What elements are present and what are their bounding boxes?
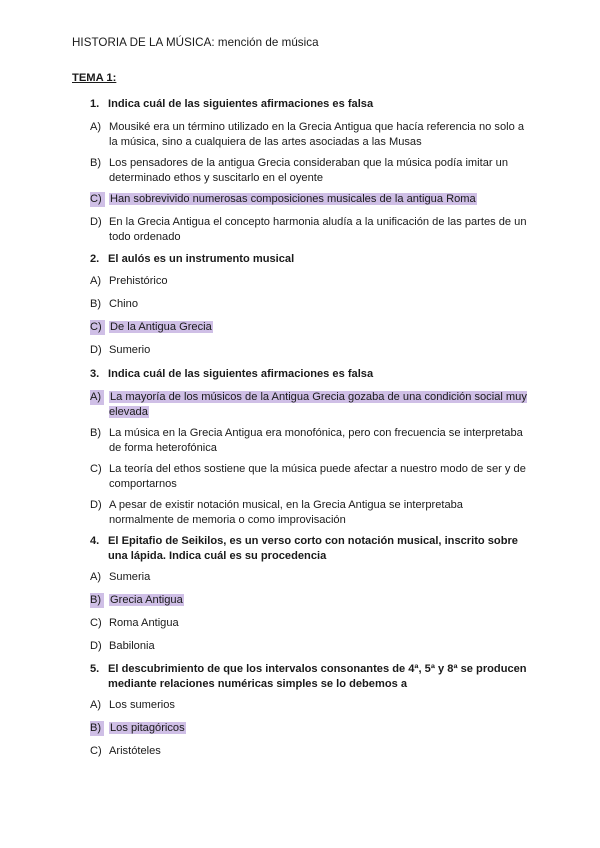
option-4c bbox=[90, 616, 530, 631]
option-text: Sumeria bbox=[109, 571, 151, 583]
question-number: 5. bbox=[90, 663, 100, 675]
question-4 bbox=[90, 534, 530, 564]
option-2d bbox=[90, 343, 530, 358]
option-4a bbox=[90, 570, 530, 585]
option-5c bbox=[90, 744, 530, 759]
option-text: Grecia Antigua bbox=[110, 594, 183, 606]
option-letter: B) bbox=[90, 721, 104, 736]
section-heading: TEMA 1: bbox=[72, 72, 117, 84]
option-letter: D) bbox=[90, 216, 102, 228]
question-text: El Epitafio de Seikilos, es un verso corto con notación musical, inscrito sobre una lápida. Indica cuál es su procedencia bbox=[108, 535, 518, 562]
question-3 bbox=[90, 367, 530, 382]
option-text: La música en la Grecia Antigua era monofónica, pero con frecuencia se interpretaba de forma heterofónica bbox=[109, 427, 523, 454]
option-text: Roma Antigua bbox=[109, 617, 179, 629]
option-text: Chino bbox=[109, 298, 138, 310]
option-text: Babilonia bbox=[109, 640, 155, 652]
option-2b bbox=[90, 297, 530, 312]
option-4d bbox=[90, 639, 530, 654]
option-text: Prehistórico bbox=[109, 275, 168, 287]
option-4b-highlighted bbox=[90, 593, 530, 608]
option-1c-highlighted bbox=[90, 192, 530, 207]
option-letter: C) bbox=[90, 745, 102, 757]
option-letter: A) bbox=[90, 699, 102, 711]
option-2c-highlighted bbox=[90, 320, 530, 335]
question-2 bbox=[90, 252, 530, 267]
option-text: Los pensadores de la antigua Grecia consideraban que la música podía imitar un determinado ethos y suscitarlo en el oyente bbox=[109, 157, 509, 184]
option-1b bbox=[90, 156, 530, 185]
option-letter: C) bbox=[90, 617, 102, 629]
option-letter: B) bbox=[90, 157, 102, 169]
option-text: Los sumerios bbox=[109, 699, 175, 711]
question-text: El aulós es un instrumento musical bbox=[108, 253, 295, 265]
option-letter: C) bbox=[90, 192, 105, 207]
option-3b bbox=[90, 426, 530, 455]
option-letter: B) bbox=[90, 593, 104, 608]
option-letter: D) bbox=[90, 499, 102, 511]
option-letter: C) bbox=[90, 463, 102, 475]
option-text: La teoría del ethos sostiene que la música puede afectar a nuestro modo de ser y de comportarnos bbox=[109, 463, 526, 490]
question-number: 3. bbox=[90, 368, 100, 380]
option-text: Mousiké era un término utilizado en la Grecia Antigua que hacía referencia no solo a la música, sino a cualquiera de las artes asociadas a las Musas bbox=[109, 121, 525, 148]
question-number: 1. bbox=[90, 98, 100, 110]
option-5b-highlighted bbox=[90, 721, 530, 736]
option-letter: A) bbox=[90, 571, 102, 583]
question-text: El descubrimiento de que los intervalos consonantes de 4ª, 5ª y 8ª se producen mediante relaciones numéricas simples se lo debemos a bbox=[108, 663, 527, 690]
question-number: 4. bbox=[90, 535, 100, 547]
option-letter: C) bbox=[90, 320, 105, 335]
option-1d bbox=[90, 215, 530, 244]
document-title: HISTORIA DE LA MÚSICA: mención de música bbox=[72, 36, 319, 49]
option-text: Los pitagóricos bbox=[110, 722, 185, 734]
option-letter: D) bbox=[90, 344, 102, 356]
option-text: Aristóteles bbox=[109, 745, 161, 757]
option-1a bbox=[90, 120, 530, 149]
question-5 bbox=[90, 662, 530, 692]
question-text: Indica cuál de las siguientes afirmaciones es falsa bbox=[108, 98, 374, 110]
option-3a-highlighted bbox=[90, 390, 530, 419]
option-letter: A) bbox=[90, 121, 102, 133]
option-letter: A) bbox=[90, 275, 102, 287]
option-text: Han sobrevivido numerosas composiciones musicales de la antigua Roma bbox=[110, 193, 476, 205]
option-2a bbox=[90, 274, 530, 289]
option-3d bbox=[90, 498, 530, 527]
question-1 bbox=[90, 97, 530, 112]
option-text: La mayoría de los músicos de la Antigua Grecia gozaba de una condición social muy elevada bbox=[109, 391, 527, 418]
option-text: Sumerio bbox=[109, 344, 151, 356]
option-5a bbox=[90, 698, 530, 713]
option-letter: B) bbox=[90, 298, 102, 310]
option-letter: B) bbox=[90, 427, 102, 439]
option-letter: D) bbox=[90, 640, 102, 652]
option-letter: A) bbox=[90, 390, 104, 405]
option-3c bbox=[90, 462, 530, 491]
option-text: A pesar de existir notación musical, en la Grecia Antigua se interpretaba normalmente de memoria o como improvisación bbox=[109, 499, 463, 526]
option-text: De la Antigua Grecia bbox=[110, 321, 212, 333]
question-text: Indica cuál de las siguientes afirmaciones es falsa bbox=[108, 368, 374, 380]
question-number: 2. bbox=[90, 253, 100, 265]
option-text: En la Grecia Antigua el concepto harmonia aludía a la unificación de las partes de un todo ordenado bbox=[109, 216, 527, 243]
